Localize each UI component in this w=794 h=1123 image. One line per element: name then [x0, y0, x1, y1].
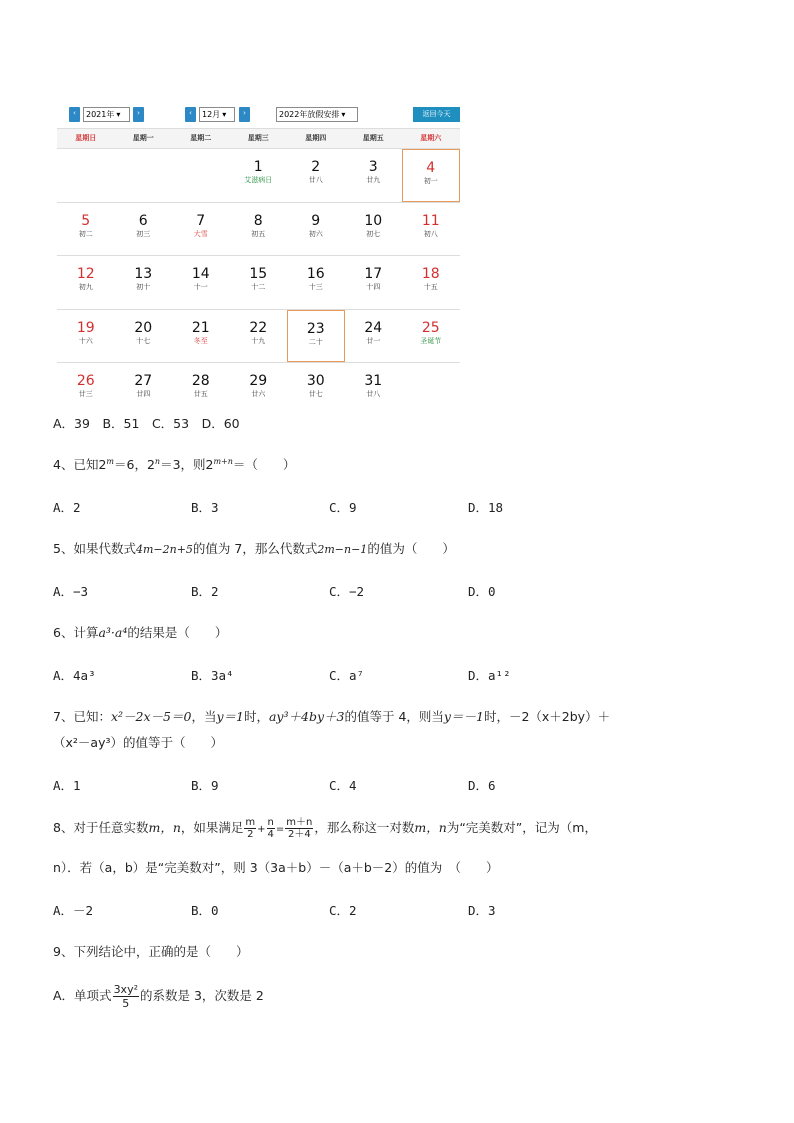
day-number: 5 [81, 212, 91, 229]
q6-text-b: 的结果是（ ） [127, 625, 228, 640]
q5-option-d: D．0 [468, 584, 496, 599]
q6-text-a: 6、计算 [53, 625, 99, 640]
calendar-day-cell[interactable] [230, 310, 288, 363]
q4-text3: ＝（ ） [232, 457, 296, 472]
q7-option-d: D．6 [468, 778, 496, 793]
q8-option-b: B．0 [191, 903, 219, 918]
q6-expr: a³·a⁴ [98, 625, 128, 640]
calendar-day-cell[interactable] [287, 149, 345, 202]
q5-option-c: C．−2 [329, 584, 365, 599]
lunar-label: 十九 [251, 336, 266, 345]
q4-label: 4、已知 [53, 457, 99, 472]
day-number: 19 [76, 319, 95, 336]
lunar-label: 初五 [251, 229, 266, 238]
lunar-label: 廿七 [308, 390, 323, 398]
lunar-label: 艾滋病日 [244, 176, 273, 184]
calendar-day-cell[interactable] [115, 203, 173, 256]
calendar-day-cell[interactable] [402, 256, 460, 309]
calendar-week-row [57, 202, 460, 256]
lunar-label: 大雪 [193, 229, 208, 238]
calendar-day-cell[interactable] [115, 310, 173, 363]
day-number: 29 [249, 373, 268, 389]
q8-text-a: 8、对于任意实数 [53, 820, 149, 835]
q8-vars2: m，n [414, 820, 447, 835]
q9-option-a-rest: 的系数是 3，次数是 2 [140, 988, 264, 1003]
q7-expr1: ay³＋4by＋3 [268, 709, 345, 724]
today-button[interactable]: 返回今天 [413, 107, 460, 122]
calendar-day-cell[interactable] [172, 363, 230, 416]
q9-option-a [53, 983, 264, 1010]
lunar-label: 十六 [78, 336, 93, 345]
q9-fraction: $\frac{\text{3xy²}}{5}$ [113, 983, 138, 1010]
q5-stem [53, 539, 455, 557]
calendar-empty-cell [57, 149, 115, 202]
day-number: 1 [253, 159, 263, 175]
lunar-label: 十一 [193, 283, 208, 291]
next-year-button[interactable]: › [133, 107, 144, 122]
calendar-day-cell[interactable] [172, 256, 230, 309]
lunar-label: 十五 [423, 283, 438, 291]
weekday-label: 星期六 [420, 134, 442, 142]
calendar-day-cell[interactable] [287, 310, 345, 363]
q6-option-d: D．a¹² [468, 668, 511, 683]
calendar-empty-cell [172, 149, 230, 202]
day-number: 11 [421, 212, 440, 229]
lunar-label: 十七 [136, 336, 151, 345]
lunar-label: 圣诞节 [420, 336, 442, 345]
lunar-label: 十四 [366, 283, 381, 291]
calendar-week-row [57, 309, 460, 363]
q7-line2: （x²－ay³）的值等于（ ） [53, 735, 223, 750]
q7-cond2: y＝－1 [443, 709, 484, 724]
holiday-select[interactable]: 2022年放假安排 ▾ [276, 107, 358, 122]
q4-exp1: m [106, 457, 114, 466]
lunar-label: 廿五 [193, 390, 208, 398]
calendar-day-cell[interactable] [230, 256, 288, 309]
calendar-day-cell[interactable] [115, 363, 173, 416]
q8-line1: 8、对于任意实数m，n，如果满足 $\frac{m}{2}$ + $\frac{n}{4}$ = $\frac{m+n}{2+4}$ ，那么称这一对数m，n为“完美数对”，记为（m， [53, 817, 597, 840]
calendar-week-row [57, 362, 460, 416]
calendar-empty-cell [115, 149, 173, 202]
q8-fraction-3: $\frac{m+n}{2+4}$ [286, 817, 313, 840]
lunar-label: 十三 [308, 283, 323, 291]
calendar-day-cell[interactable] [287, 256, 345, 309]
lunar-label: 初七 [366, 229, 381, 238]
q7-text-c: 时， [243, 709, 269, 724]
day-number: 7 [196, 212, 206, 229]
q4-text1: ＝6， [114, 457, 147, 472]
lunar-label: 冬至 [193, 336, 208, 345]
calendar-day-cell[interactable] [57, 256, 115, 309]
q7-text-d: 的值等于 4，则当 [344, 709, 444, 724]
q5-text-b: 的值为 7，那么代数式 [192, 541, 318, 556]
day-number: 12 [76, 266, 95, 282]
calendar-day-cell[interactable] [230, 149, 288, 202]
q5-option-b: B．2 [191, 584, 219, 599]
lunar-label: 廿八 [366, 390, 381, 398]
calendar-day-cell[interactable] [345, 203, 403, 256]
q9-stem: 9、下列结论中，正确的是（ ） [53, 944, 249, 959]
calendar-empty-cell [402, 363, 460, 416]
weekday-label: 星期四 [305, 134, 327, 142]
q8-text-c: ，那么称这一对数 [314, 820, 415, 835]
q4-stem [53, 455, 295, 473]
day-number: 14 [191, 266, 210, 282]
calendar-grid [57, 148, 460, 416]
q5-option-a: A．−3 [53, 584, 89, 599]
q4-exp2: n [154, 457, 161, 466]
q8-text-b: ，如果满足 [180, 820, 244, 835]
lunar-label: 初三 [136, 229, 151, 238]
day-number: 4 [426, 160, 436, 176]
day-number: 13 [134, 266, 153, 282]
q7-text-b: ，当 [191, 709, 217, 724]
day-number: 10 [364, 212, 383, 229]
prev-month-button[interactable]: ‹ [185, 107, 196, 122]
calendar-day-cell[interactable] [402, 310, 460, 363]
weekday-label: 星期二 [190, 134, 212, 142]
q8-fraction-1: $\frac{m}{2}$ [245, 817, 256, 840]
q3-options: A．39 B．51 C．53 D．60 [53, 416, 240, 431]
calendar-day-cell[interactable] [172, 203, 230, 256]
q4-text2: ＝3，则 [160, 457, 206, 472]
day-number: 23 [306, 320, 325, 337]
q7-option-a: A．1 [53, 778, 81, 793]
calendar-day-cell[interactable] [230, 203, 288, 256]
calendar-toolbar [57, 107, 460, 125]
day-number: 25 [421, 319, 440, 336]
lunar-label: 初八 [423, 229, 438, 238]
weekday-label: 星期三 [247, 134, 269, 142]
q7-text-e: 时，－2（x＋2by）＋ [483, 709, 611, 724]
lunar-label: 初一 [423, 177, 438, 185]
q9-option-a-text: A．单项式 [53, 988, 112, 1003]
day-number: 9 [311, 212, 321, 229]
q8-fraction-2: $\frac{n}{4}$ [267, 817, 274, 840]
day-number: 20 [134, 319, 153, 336]
day-number: 16 [306, 266, 325, 282]
day-number: 15 [249, 266, 268, 282]
q8-option-a: A．－2 [53, 903, 94, 918]
q7-cond1: y＝1 [216, 709, 244, 724]
calendar-week-row [57, 148, 460, 202]
q6-option-b: B．3a⁴ [191, 668, 234, 683]
q7-text-a: 7、已知： [53, 709, 111, 724]
prev-year-button[interactable]: ‹ [69, 107, 80, 122]
day-number: 27 [134, 373, 153, 389]
lunar-label: 初十 [136, 283, 151, 291]
day-number: 31 [364, 373, 383, 389]
calendar-day-cell[interactable] [345, 363, 403, 416]
month-select[interactable]: 12月 ▾ [199, 107, 235, 122]
day-number: 18 [421, 266, 440, 282]
weekday-label: 星期日 [75, 134, 97, 142]
day-number: 6 [138, 212, 148, 229]
q4-option-c: C．9 [329, 500, 357, 515]
calendar-day-cell[interactable] [345, 310, 403, 363]
q7-option-b: B．9 [191, 778, 219, 793]
day-number: 26 [76, 373, 95, 389]
lunar-label: 廿八 [308, 176, 323, 184]
q8-option-d: D．3 [468, 903, 496, 918]
q5-text-a: 5、如果代数式 [53, 541, 136, 556]
calendar-day-cell[interactable] [287, 203, 345, 256]
calendar-day-cell[interactable] [57, 203, 115, 256]
calendar-day-cell[interactable] [57, 310, 115, 363]
calendar-widget [57, 107, 460, 416]
day-number: 30 [306, 373, 325, 389]
q4-option-d: D．18 [468, 500, 504, 515]
day-number: 21 [191, 319, 210, 336]
calendar-day-cell[interactable] [115, 256, 173, 309]
q4-option-b: B．3 [191, 500, 219, 515]
q8-text-d: 为“完美数对”，记为（m， [446, 820, 597, 835]
q5-expr2: 2m−n−1 [317, 543, 368, 556]
q5-text-c: 的值为（ ） [367, 541, 455, 556]
lunar-label: 廿四 [136, 390, 151, 398]
day-number: 3 [368, 159, 378, 175]
calendar-day-cell[interactable] [57, 363, 115, 416]
q5-expr1: 4m−2n+5 [135, 543, 193, 556]
day-number: 24 [364, 319, 383, 336]
q4-base1: 2 [98, 457, 107, 472]
lunar-label: 廿三 [78, 390, 93, 398]
q7-line1 [53, 707, 610, 725]
q6-stem [53, 623, 227, 641]
q4-exp3: m+n [213, 457, 233, 466]
calendar-day-cell[interactable] [402, 149, 460, 202]
calendar-day-cell[interactable] [287, 363, 345, 416]
lunar-label: 初二 [78, 229, 93, 238]
q8-line2: n）．若（a，b）是“完美数对”，则 3（3a＋b）－（a＋b－2）的值为 （ ） [53, 860, 499, 875]
weekday-label: 星期一 [132, 134, 154, 142]
next-month-button[interactable]: › [239, 107, 250, 122]
calendar-day-cell[interactable] [402, 203, 460, 256]
q7-option-c: C．4 [329, 778, 357, 793]
lunar-label: 二十 [308, 337, 323, 346]
calendar-day-cell[interactable] [172, 310, 230, 363]
q7-equation: x²－2x－5＝0 [110, 709, 192, 724]
calendar-week-row [57, 255, 460, 309]
day-number: 22 [249, 319, 268, 336]
lunar-label: 初六 [308, 229, 323, 238]
weekday-header [57, 128, 460, 148]
lunar-label: 初九 [78, 283, 93, 291]
year-select[interactable]: 2021年 ▾ [83, 107, 130, 122]
lunar-label: 廿六 [251, 390, 266, 398]
q6-option-a: A．4a³ [53, 668, 96, 683]
q4-base3: 2 [205, 457, 214, 472]
calendar-day-cell[interactable] [230, 363, 288, 416]
q6-option-c: C．a⁷ [329, 668, 365, 683]
day-number: 28 [191, 373, 210, 389]
lunar-label: 廿一 [366, 336, 381, 345]
q8-vars: m，n [148, 820, 181, 835]
calendar-day-cell[interactable] [345, 149, 403, 202]
q4-option-a: A．2 [53, 500, 81, 515]
calendar-day-cell[interactable] [345, 256, 403, 309]
q8-option-c: C．2 [329, 903, 357, 918]
weekday-label: 星期五 [362, 134, 384, 142]
day-number: 2 [311, 159, 321, 175]
lunar-label: 廿九 [366, 176, 381, 184]
q4-base2: 2 [146, 457, 155, 472]
day-number: 17 [364, 266, 383, 282]
lunar-label: 十二 [251, 283, 266, 291]
day-number: 8 [253, 212, 263, 229]
